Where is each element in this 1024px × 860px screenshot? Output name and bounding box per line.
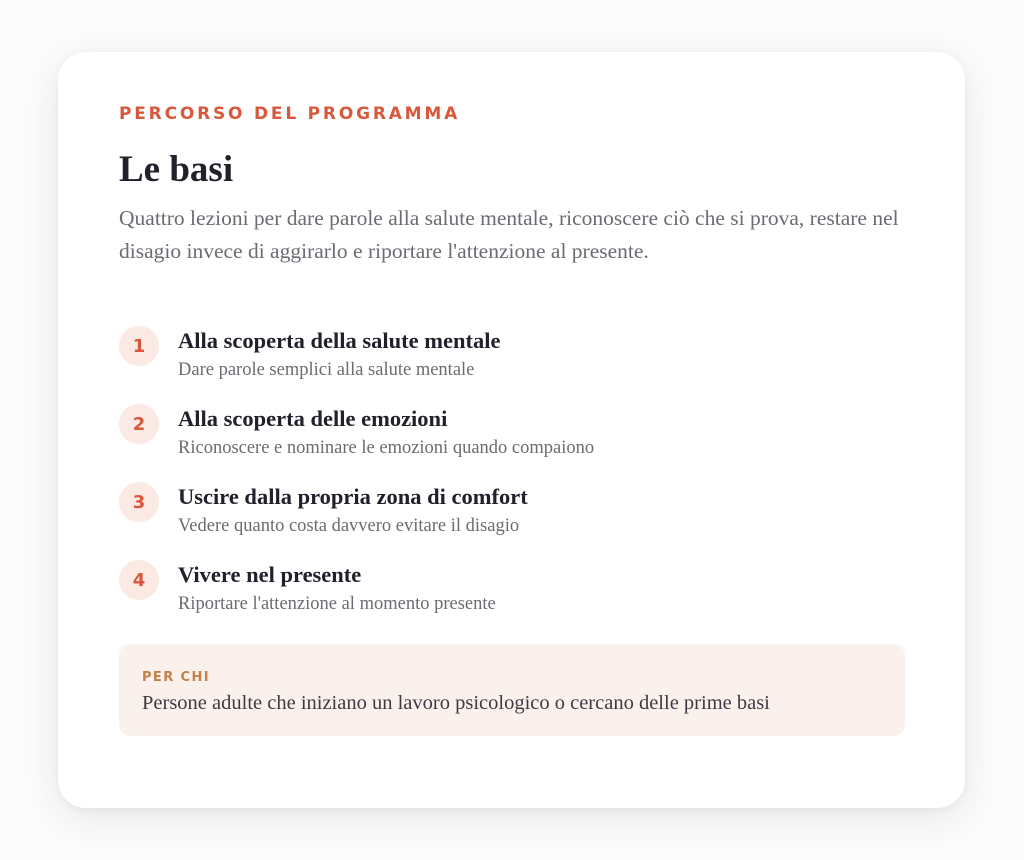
- lesson-title: Alla scoperta della salute mentale: [178, 328, 501, 353]
- audience-label: PER CHI: [142, 670, 211, 685]
- lesson-title: Vivere nel presente: [178, 562, 362, 587]
- program-description: Quattro lezioni per dare parole alla salute mentale, riconoscere ciò che si prova, restare nel disagio invece di aggirarlo e riportare l'attenzione al presente.: [119, 206, 899, 263]
- lesson-number-badge: 1: [119, 326, 159, 366]
- lesson-title: Alla scoperta delle emozioni: [178, 406, 448, 431]
- program-card: [58, 52, 965, 808]
- lesson-item: [119, 560, 899, 638]
- audience-box: [119, 644, 905, 736]
- lesson-title: Uscire dalla propria zona di comfort: [178, 484, 528, 509]
- lesson-number-badge: 4: [119, 560, 159, 600]
- program-title: Le basi: [119, 149, 234, 190]
- lesson-subtitle: Dare parole semplici alla salute mentale: [178, 360, 475, 380]
- lesson-number-badge: 2: [119, 404, 159, 444]
- lesson-subtitle: Riportare l'attenzione al momento presente: [178, 594, 496, 614]
- lesson-subtitle: Vedere quanto costa davvero evitare il disagio: [178, 516, 520, 536]
- lesson-item: [119, 326, 899, 404]
- lesson-item: [119, 404, 899, 482]
- lesson-list: [119, 326, 899, 638]
- lesson-number-badge: 3: [119, 482, 159, 522]
- lesson-item: [119, 482, 899, 560]
- lesson-subtitle: Riconoscere e nominare le emozioni quando compaiono: [178, 438, 595, 458]
- audience-text: Persone adulte che iniziano un lavoro psicologico o cercano delle prime basi: [142, 692, 770, 714]
- section-eyebrow: PERCORSO DEL PROGRAMMA: [119, 104, 461, 124]
